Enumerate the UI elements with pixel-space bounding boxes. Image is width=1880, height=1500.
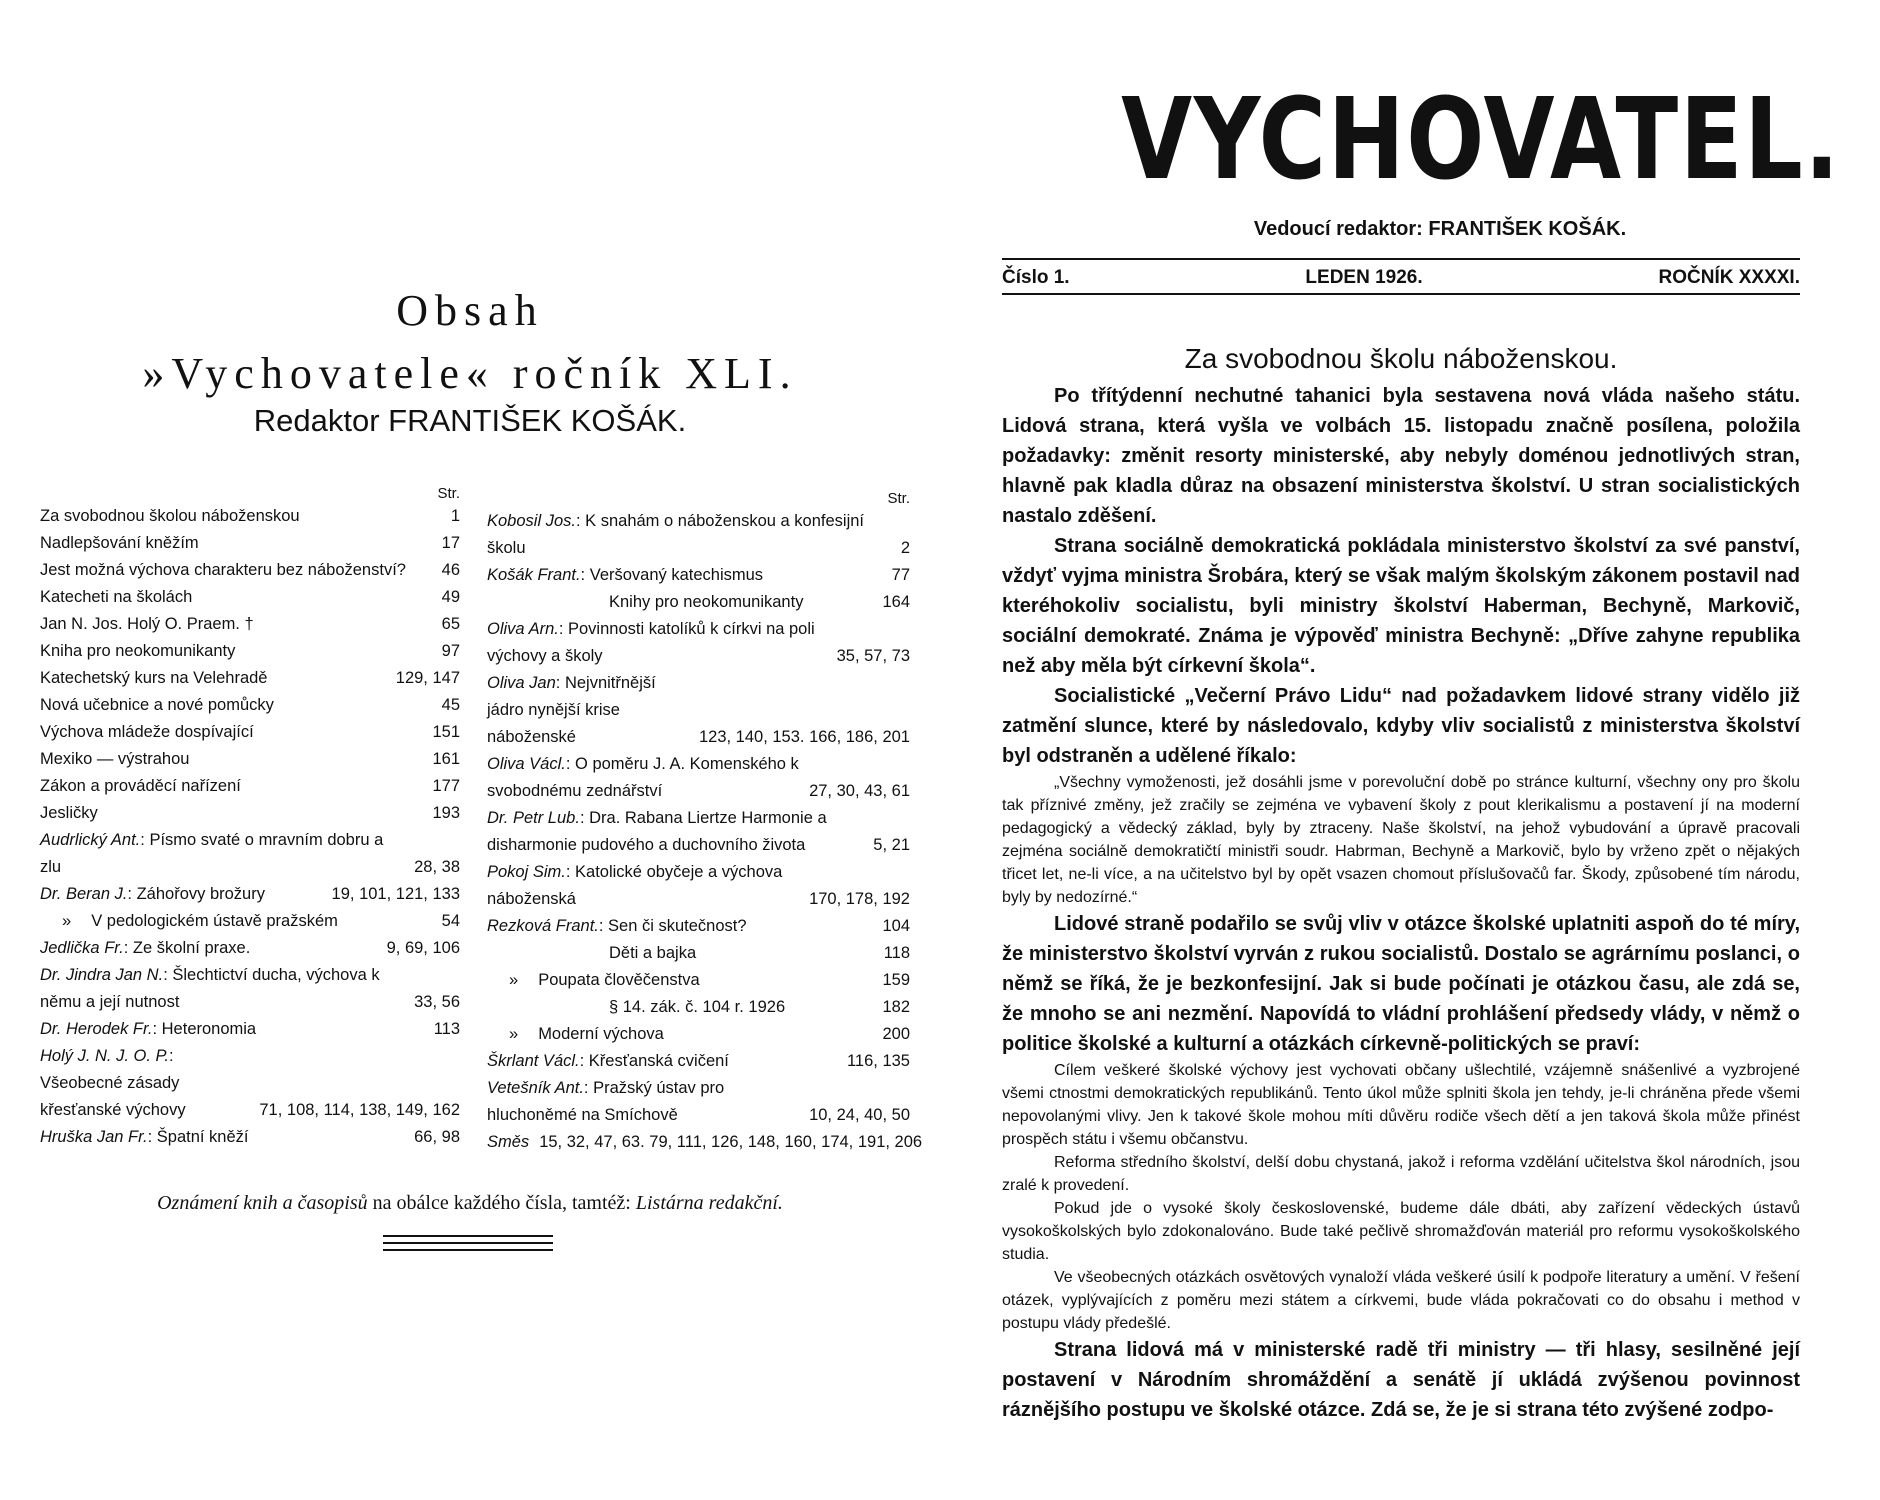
contents-entry bbox=[40, 638, 460, 665]
entry-title: V pedologickém ústavě pražském bbox=[91, 912, 338, 930]
paragraph: Strana sociálně demokratická pokládala ministerstvo školství za své panství, vždyť vyjma ministra Šrobára, který se však malým školským zákonem postavil nad kteréhokoliv socialistu, byli ministry školství Haberman, Bechyně, Markovič, sociální demokraté. Známa je výpověď ministra Bechyně: „Dříve zahyne republika než aby měla být církevní škola“. bbox=[1002, 535, 1800, 677]
paragraph: Strana lidová má v ministerské radě tři ministry — tři hlasy, sesilněné její postavení v Národním shromáždění a senátě jí ukládá zvýšenou povinnost ráznějšího postupu ve školské otázce. Zdá se, že je si strana této zvýšené zodpo- bbox=[1002, 1339, 1800, 1421]
entry-author: Oliva Arn. bbox=[487, 620, 559, 638]
entry-pages: 9, 69, 106 bbox=[386, 939, 460, 957]
contents-entry: Dr. Beran J.: Záhořovy brožury 19, 101, 121, 133 bbox=[40, 881, 460, 908]
entry-pages: 193 bbox=[432, 804, 460, 822]
entry-pages: 5, 21 bbox=[873, 836, 910, 854]
paragraph: Lidové straně podařilo se svůj vliv v otázce školské uplatniti aspoň do té míry, že ministerstvo školství vyrván z rukou socialistů. Dostalo se agrárnímu poslanci, o němž se říká, že je bezkonfesijní. Jak si bude počínati je otázkou času, ale zdá se, že mnoho se ani nezmění. Napovídá to vládní prohlášení předsedy vlády, v němž o politice školské a kulturní a otázkách církevně-politických se praví: bbox=[1002, 913, 1800, 1055]
contents-entry bbox=[487, 589, 910, 616]
contents-list-left bbox=[40, 503, 460, 1151]
entry-title: Za svobodnou školou náboženskou bbox=[40, 507, 300, 525]
entry-author: Škrlant Václ. bbox=[487, 1052, 580, 1070]
entry-title: O poměru J. A. Komenského k svobodnému zednářství bbox=[487, 755, 799, 800]
issue-date: LEDEN 1926. bbox=[1305, 267, 1423, 288]
entry-author: Oliva Václ. bbox=[487, 755, 566, 773]
entry-title: Zákon a prováděcí nařízení bbox=[40, 777, 241, 795]
ditto-mark: » bbox=[509, 971, 519, 989]
entry-title: Nová učebnice a nové pomůcky bbox=[40, 696, 274, 714]
quotation: Pokud jde o vysoké školy československé, budeme dále dbáti, aby zařízení vědeckých ústavů vysokoškolských bylo zdokonalováno. Bude také pečlivě shromažďován materiál pro reformu vysokoškolského studia. bbox=[1002, 1200, 1800, 1263]
entry-title: Knihy pro neokomunikanty bbox=[609, 593, 804, 611]
issue-page bbox=[940, 0, 1880, 1500]
entry-pages: 35, 57, 73 bbox=[836, 647, 910, 665]
contents-entry: Dr. Jindra Jan N.: Šlechtictví ducha, výchova k němu a její nutnost 33, 56 bbox=[40, 962, 460, 1016]
contents-entry bbox=[487, 967, 910, 994]
contents-editor: Redaktor FRANTIŠEK KOŠÁK. bbox=[253, 403, 687, 438]
paragraph: Po třítýdenní nechutné tahanici byla sestavena nová vláda našeho státu. Lidová strana, která vyšla ve volbách 15. listopadu značně posílena, položila požadavky: změnit resorty ministerské, aby nebyly doménou jednotlivých stran, hlavně pak kladla důraz na obsazení ministerstva školství. U stran socialistických nastalo zděšení. bbox=[1002, 385, 1800, 527]
contents-entry: Vetešník Ant.: Pražský ústav pro hluchoněmé na Smíchově 10, 24, 40, 50 bbox=[487, 1075, 910, 1129]
entry-pages: 164 bbox=[882, 593, 910, 611]
contents-column-left bbox=[40, 485, 460, 1151]
entry-title: Heteronomia bbox=[161, 1020, 257, 1038]
contents-entry bbox=[40, 530, 460, 557]
ditto-mark: » bbox=[62, 912, 72, 930]
contents-list-right bbox=[487, 508, 923, 1156]
ornament-rule bbox=[383, 1249, 553, 1251]
contents-title: Obsah bbox=[396, 286, 544, 335]
contents-entry bbox=[40, 692, 460, 719]
entry-pages: 116, 135 bbox=[846, 1052, 910, 1070]
contents-entry: Holý J. N. J. O. P.: Všeobecné zásady křesťanské výchovy 71, 108, 114, 138, 149, 162 bbox=[40, 1043, 460, 1124]
entry-pages: 17 bbox=[441, 534, 460, 552]
contents-entry: Hruška Jan Fr.: Špatní kněží 66, 98 bbox=[40, 1124, 460, 1151]
contents-entry: Dr. Herodek Fr.: Heteronomia 113 bbox=[40, 1016, 460, 1043]
entry-title: Špatní kněží bbox=[156, 1128, 249, 1146]
contents-entry: Oliva Arn.: Povinnosti katolíků k církvi na poli výchovy a školy 35, 57, 73 bbox=[487, 616, 910, 670]
contents-note bbox=[0, 1192, 940, 1215]
contents-entry bbox=[40, 800, 460, 827]
entry-pages: 27, 30, 43, 61 bbox=[809, 782, 910, 800]
entry-title: Moderní výchova bbox=[538, 1025, 664, 1043]
entry-title: Sen či skutečnost? bbox=[608, 917, 747, 935]
entry-pages: 177 bbox=[432, 777, 460, 795]
entry-title: Dra. Rabana Liertze Harmonie a disharmonie pudového a duchovního života bbox=[487, 809, 827, 854]
entry-pages: 1 bbox=[450, 507, 460, 525]
entry-pages: 19, 101, 121, 133 bbox=[331, 885, 460, 903]
contents-entry: Škrlant Václ.: Křesťanská cvičení 116, 135 bbox=[487, 1048, 910, 1075]
entry-pages: 49 bbox=[441, 588, 460, 606]
contents-entry: Dr. Petr Lub.: Dra. Rabana Liertze Harmonie a disharmonie pudového a duchovního života 5, 21 bbox=[487, 805, 910, 859]
contents-entry: Košák Frant.: Veršovaný katechismus 77 bbox=[487, 562, 910, 589]
contents-entry bbox=[487, 994, 910, 1021]
str-label: Str. bbox=[437, 485, 460, 502]
entry-pages: 159 bbox=[882, 971, 910, 989]
entry-pages: 10, 24, 40, 50 bbox=[809, 1106, 910, 1124]
entry-title: Šlechtictví ducha, výchova k němu a její nutnost bbox=[40, 966, 380, 1011]
entry-pages: 151 bbox=[432, 723, 460, 741]
str-label: Str. bbox=[887, 490, 910, 507]
entry-title: Křesťanská cvičení bbox=[588, 1052, 729, 1070]
entry-pages: 182 bbox=[882, 998, 910, 1016]
entry-title: Veršovaný katechismus bbox=[589, 566, 764, 584]
issue-volume: ROČNÍK XXXXI. bbox=[1658, 267, 1800, 288]
entry-author: Audrlický Ant. bbox=[40, 831, 141, 849]
contents-entry: Kobosil Jos.: K snahám o náboženskou a konfesijní školu 2 bbox=[487, 508, 910, 562]
contents-entry bbox=[487, 1021, 910, 1048]
entry-title: Povinnosti katolíků k církvi na poli výchovy a školy bbox=[487, 620, 815, 665]
divider bbox=[1002, 293, 1800, 295]
entry-title: Jan N. Jos. Holý O. Praem. † bbox=[40, 615, 254, 633]
entry-author: Holý J. N. J. O. P. bbox=[40, 1047, 169, 1065]
entry-pages: 45 bbox=[441, 696, 460, 714]
entry-author: Kobosil Jos. bbox=[487, 512, 576, 530]
entry-author: Hruška Jan Fr. bbox=[40, 1128, 148, 1146]
entry-title: Jesličky bbox=[40, 804, 98, 822]
contents-entry bbox=[40, 611, 460, 638]
contents-entry: Oliva Václ.: O poměru J. A. Komenského k svobodnému zednářství 27, 30, 43, 61 bbox=[487, 751, 910, 805]
contents-entry: Audrlický Ant.: Písmo svaté o mravním dobru a zlu 28, 38 bbox=[40, 827, 460, 881]
entry-title: Všeobecné zásady křesťanské výchovy bbox=[40, 1074, 186, 1119]
entry-pages: 104 bbox=[882, 917, 910, 935]
entry-title: Kniha pro neokomunikanty bbox=[40, 642, 236, 660]
quotation: Reforma středního školství, delší dobu chystaná, jakož i reforma vzdělání učitelstva škol národních, jsou zralé k provedení. bbox=[1002, 1154, 1800, 1194]
note-part-b: na obálce každého čísla, tamtéž: bbox=[372, 1192, 631, 1214]
entry-pages: 54 bbox=[441, 912, 460, 930]
entry-pages: 200 bbox=[882, 1025, 910, 1043]
note-part-c: Listárna redakční. bbox=[635, 1192, 783, 1214]
ornament-rule bbox=[383, 1242, 553, 1244]
entry-title: Pražský ústav pro hluchoněmé na Smíchově bbox=[487, 1079, 725, 1124]
issue-bar bbox=[1002, 258, 1800, 295]
contents-subtitle: »Vychovatele« ročník XLI. bbox=[142, 349, 798, 398]
entry-pages: 46 bbox=[441, 561, 460, 579]
entry-title: Děti a bajka bbox=[609, 944, 697, 962]
entry-author: Dr. Jindra Jan N. bbox=[40, 966, 164, 984]
contents-column-right bbox=[487, 490, 923, 1156]
entry-pages: 129, 147 bbox=[395, 669, 460, 687]
contents-entry: Jedlička Fr.: Ze školní praxe. 9, 69, 106 bbox=[40, 935, 460, 962]
entry-title: Katecheti na školách bbox=[40, 588, 193, 606]
entry-author: Dr. Herodek Fr. bbox=[40, 1020, 153, 1038]
entry-title: Mexiko — výstrahou bbox=[40, 750, 190, 768]
entry-pages: 113 bbox=[433, 1020, 460, 1038]
entry-title: Jest možná výchova charakteru bez náboženství? bbox=[40, 561, 406, 579]
entry-pages: 118 bbox=[883, 944, 910, 962]
entry-author: Pokoj Sim. bbox=[487, 863, 566, 881]
entry-pages: 15, 32, 47, 63. 79, 111, 126, 148, 160, 174, 191, 206 bbox=[539, 1133, 923, 1151]
entry-author: Oliva Jan bbox=[487, 674, 556, 692]
contents-entry: Pokoj Sim.: Katolické obyčeje a výchova náboženská 170, 178, 192 bbox=[487, 859, 910, 913]
entry-title: Ze školní praxe. bbox=[132, 939, 251, 957]
entry-pages: 2 bbox=[900, 539, 910, 557]
note-part-a: Oznámení knih a časopisů bbox=[157, 1192, 368, 1214]
entry-author: Směs bbox=[487, 1133, 530, 1151]
entry-title: Nadlepšování kněžím bbox=[40, 534, 199, 552]
contents-entry bbox=[40, 665, 460, 692]
contents-entry bbox=[40, 773, 460, 800]
quotation: Ve všeobecných otázkách osvětových vynaloží vláda veškeré úsilí k podpoře literatury a umění. V řešení otázek, vyplývajících z poměru mezi státem a církvemi, bude vláda pokračovati co do obsahu i method v postupu vlády předešlé. bbox=[1002, 1269, 1800, 1332]
entry-title: K snahám o náboženskou a konfesijní školu bbox=[487, 512, 864, 557]
entry-pages: 66, 98 bbox=[414, 1128, 460, 1146]
article-title: Za svobodnou školu náboženskou. bbox=[1184, 343, 1618, 374]
ditto-mark: » bbox=[509, 1025, 519, 1043]
ornament-rule bbox=[383, 1235, 553, 1237]
entry-pages: 77 bbox=[891, 566, 910, 584]
entry-author: Jedlička Fr. bbox=[40, 939, 124, 957]
contents-entry: Oliva Jan: Nejvnitřnější jádro nynější krise náboženské 123, 140, 153. 166, 186, 201 bbox=[487, 670, 910, 751]
issue-row bbox=[1002, 267, 1800, 289]
quotation: „Všechny vymoženosti, jež dosáhli jsme v porevoluční době po stránce kulturní, všechny ony pro školu tak příznivé změny, jež zračily se zejména ve vybavení školy z pout klerikalismu a postavení jí na moderní pedagogický a vědecký základ, byly by ztraceny. Naše školství, na jehož vybudování a úpravě pracovali zejména sociálně demokratičtí ministři soudr. Habrman, Bechyně a Markovič, bylo by vrženo zpět o nějakých třicet let, ne-li více, a na učitelstvo byl by opět vsazen chomout příslušovačů far. Škody, způsobené tím národu, byly by nedozírné.“ bbox=[1002, 774, 1800, 906]
entry-title: Záhořovy brožury bbox=[136, 885, 265, 903]
contents-entry bbox=[40, 557, 460, 584]
divider bbox=[1002, 258, 1800, 260]
entry-pages: 161 bbox=[432, 750, 460, 768]
entry-title: Výchova mládeže dospívající bbox=[40, 723, 254, 741]
contents-entry bbox=[487, 1129, 923, 1156]
contents-entry bbox=[40, 746, 460, 773]
issue-number: Číslo 1. bbox=[1002, 267, 1070, 288]
entry-author: Dr. Petr Lub. bbox=[487, 809, 580, 827]
contents-entry bbox=[40, 719, 460, 746]
entry-title: Katechetský kurs na Velehradě bbox=[40, 669, 268, 687]
paragraph: Socialistické „Večerní Právo Lidu“ nad požadavkem lidové strany vidělo již zatmění slunce, které by následovalo, kdyby vliv socialistů z ministerstva školství byl odstraněn a udělené říkalo: bbox=[1002, 685, 1800, 767]
entry-pages: 28, 38 bbox=[414, 858, 460, 876]
entry-pages: 97 bbox=[441, 642, 460, 660]
contents-entry bbox=[40, 584, 460, 611]
masthead: VYCHOVATEL. bbox=[1121, 75, 1841, 205]
entry-pages: 65 bbox=[441, 615, 460, 633]
entry-pages: 123, 140, 153. 166, 186, 201 bbox=[698, 728, 910, 746]
contents-entry bbox=[487, 940, 910, 967]
editor-line: Vedoucí redaktor: FRANTIŠEK KOŠÁK. bbox=[1253, 218, 1627, 240]
article bbox=[1002, 343, 1800, 1425]
entry-pages: 170, 178, 192 bbox=[809, 890, 910, 908]
entry-author: Dr. Beran J. bbox=[40, 885, 128, 903]
entry-author: Košák Frant. bbox=[487, 566, 581, 584]
entry-pages: 71, 108, 114, 138, 149, 162 bbox=[259, 1101, 460, 1119]
quotation: Cílem veškeré školské výchovy jest vychovati občany ušlechtilé, vzájemně snášenlivé a vyzbrojené všemi ctnostmi demokratických republikánů. Tento úkol může splniti škola jen tehdy, je-li chráněna přede všemi nepovolanými vlivy. Jen k takové škole mohou míti důvěru rodiče všech dětí a jen taková škola může přinést prospěch státu i všemu občanstvu. bbox=[1002, 1062, 1800, 1148]
entry-author: Rezková Frant. bbox=[487, 917, 599, 935]
entry-title: Nejvnitřnější jádro nynější krise náboženské bbox=[487, 674, 656, 746]
contents-entry bbox=[40, 908, 460, 935]
entry-title: Poupata člověčenstva bbox=[538, 971, 700, 989]
entry-title: § 14. zák. č. 104 r. 1926 bbox=[609, 998, 786, 1016]
contents-entry bbox=[40, 503, 460, 530]
entry-author: Vetešník Ant. bbox=[487, 1079, 584, 1097]
entry-pages: 33, 56 bbox=[414, 993, 460, 1011]
entry-title: Katolické obyčeje a výchova náboženská bbox=[487, 863, 783, 908]
contents-entry: Rezková Frant.: Sen či skutečnost? 104 bbox=[487, 913, 910, 940]
entry-title: Písmo svaté o mravním dobru a zlu bbox=[40, 831, 384, 876]
